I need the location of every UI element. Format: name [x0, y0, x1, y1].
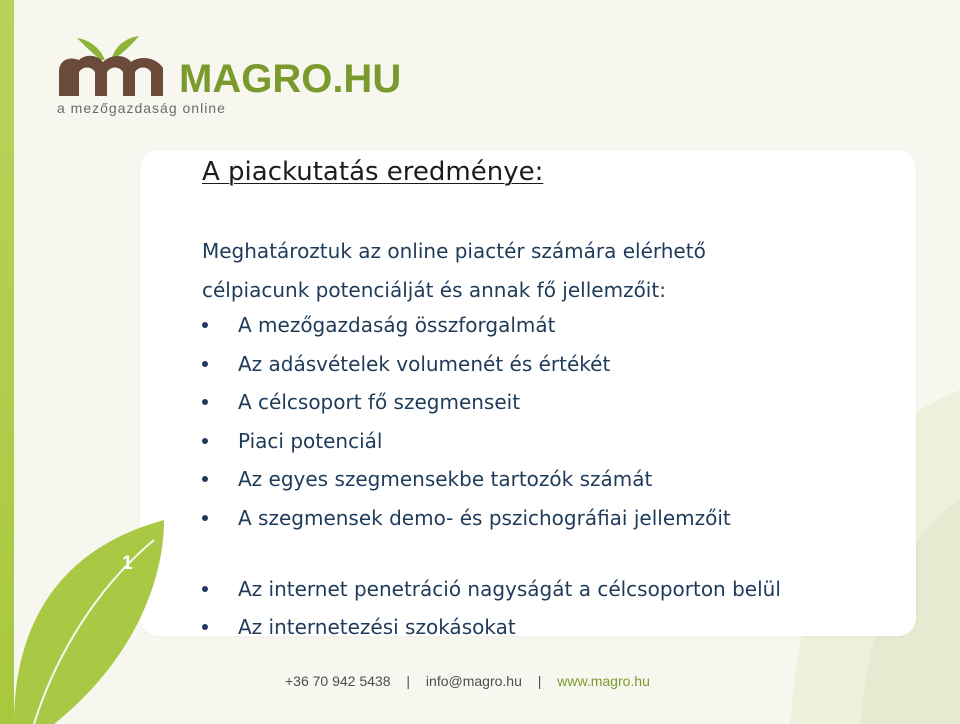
page-number-leaf-icon: [14, 510, 164, 724]
slide-title: A piackutatás eredménye:: [202, 157, 544, 187]
footer-phone[interactable]: +36 70 942 5438: [285, 673, 391, 689]
intro-line-1: Meghatároztuk az online piactér számára elérhető: [202, 239, 706, 263]
left-accent-bar: [0, 0, 14, 724]
list-item: [202, 608, 781, 647]
footer-separator: |: [406, 673, 411, 689]
footer-website[interactable]: www.magro.hu: [557, 673, 650, 689]
bullet-icon: [202, 624, 208, 630]
list-item-text: Az egyes szegmensekbe tartozók számát: [238, 467, 653, 492]
list-item: [202, 383, 781, 422]
logo-tagline: a mezőgazdaság online: [57, 100, 226, 116]
footer-contact: [285, 673, 650, 689]
footer-separator: |: [537, 673, 542, 689]
bullet-icon: [202, 586, 208, 592]
list-item: [202, 570, 781, 609]
logo-wordmark: MAGRO.HU: [179, 57, 402, 101]
list-item-text: A szegmensek demo- és pszichográfiai jellemzőit: [238, 505, 731, 530]
bullet-icon: [202, 399, 208, 405]
intro-text: [202, 232, 882, 310]
list-item-text: Az internetezési szokásokat: [238, 615, 516, 640]
bullet-list: [202, 306, 781, 647]
bullet-icon: [202, 515, 208, 521]
list-item-text: Az internet penetráció nagyságát a célcsoporton belül: [238, 576, 781, 601]
list-item-text: A mezőgazdaság összforgalmát: [238, 313, 556, 337]
page-number: 1: [122, 553, 133, 574]
list-item-text: A célcsoport fő szegmenseit: [238, 390, 521, 415]
list-item: [202, 460, 781, 499]
bullet-icon: [202, 476, 208, 482]
list-item-text: Az adásvételek volumenét és értékét: [238, 351, 611, 376]
intro-line-2: célpiacunk potenciálját és annak fő jellemzőit:: [202, 278, 666, 302]
list-item: [202, 499, 781, 538]
bullet-icon: [202, 361, 208, 367]
bullet-icon: [202, 322, 208, 328]
list-item: [202, 306, 781, 345]
bullet-icon: [202, 438, 208, 444]
magro-logo[interactable]: [55, 30, 402, 120]
sprout-m-icon: [55, 30, 185, 100]
list-item-text: Piaci potenciál: [238, 428, 383, 453]
list-item: [202, 422, 781, 461]
list-item: [202, 345, 781, 384]
footer-email[interactable]: info@magro.hu: [425, 673, 522, 689]
